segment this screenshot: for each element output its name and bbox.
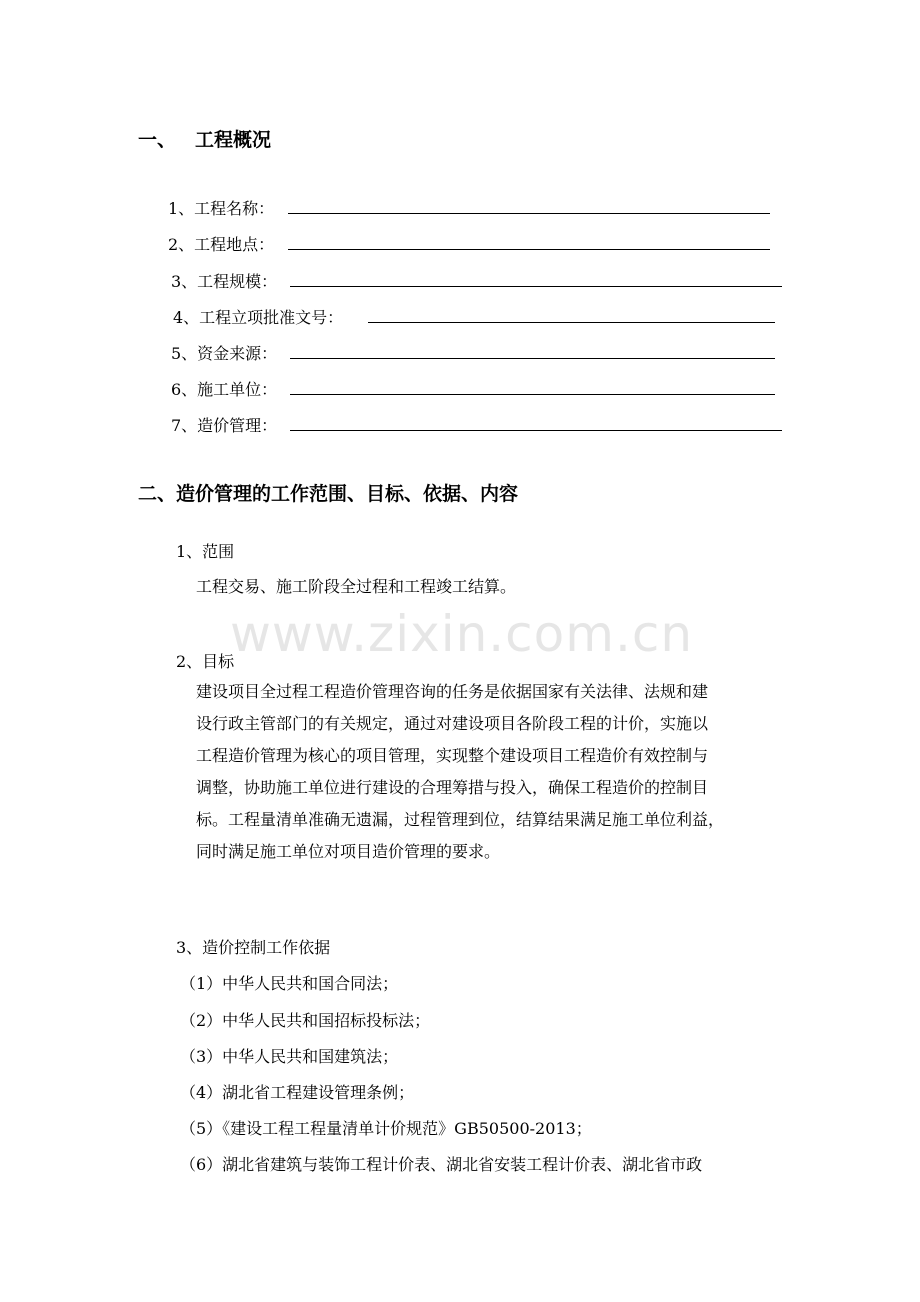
goal-line: 工程造价管理为核心的项目管理，实现整个建设项目工程造价有效控制与: [196, 746, 709, 765]
field-label-approval-number: 4、工程立项批准文号：: [173, 308, 344, 327]
field-line-funding-source[interactable]: [290, 358, 775, 359]
field-label-cost-management: 7、造价管理：: [171, 416, 278, 435]
basis-item: （1）中华人民共和国合同法；: [180, 974, 399, 993]
section1-title: 工程概况: [195, 129, 272, 151]
scope-text: 工程交易、施工阶段全过程和工程竣工结算。: [196, 577, 517, 596]
basis-item: （2）中华人民共和国招标投标法；: [180, 1011, 431, 1030]
field-line-project-scale[interactable]: [290, 286, 782, 287]
basis-item: （3）中华人民共和国建筑法；: [180, 1047, 399, 1066]
goal-heading: 2、目标: [176, 652, 235, 671]
field-label-project-scale: 3、工程规模：: [171, 272, 278, 291]
basis-item: （5）《建设工程工程量清单计价规范》GB50500-2013；: [180, 1119, 592, 1138]
goal-line: 调整，协助施工单位进行建设的合理筹措与投入，确保工程造价的控制目: [196, 778, 709, 797]
field-line-project-name[interactable]: [288, 213, 770, 214]
field-label-construction-unit: 6、施工单位：: [171, 380, 278, 399]
goal-line: 同时满足施工单位对项目造价管理的要求。: [196, 842, 501, 861]
field-line-project-location[interactable]: [288, 249, 770, 250]
field-label-project-location: 2、工程地点：: [168, 235, 275, 254]
section1-number: 一、: [138, 129, 177, 151]
goal-line: 设行政主管部门的有关规定，通过对建设项目各阶段工程的计价，实施以: [196, 714, 709, 733]
basis-heading: 3、造价控制工作依据: [176, 938, 331, 957]
watermark: www.zixin.com.cn: [230, 605, 694, 663]
basis-item: （6）湖北省建筑与装饰工程计价表、湖北省安装工程计价表、湖北省市政: [180, 1155, 703, 1174]
goal-line: 标。工程量清单准确无遗漏，过程管理到位，结算结果满足施工单位利益，: [196, 810, 725, 829]
goal-paragraph: [196, 676, 724, 868]
basis-item: （4）湖北省工程建设管理条例；: [180, 1083, 415, 1102]
section2-title: 二、造价管理的工作范围、目标、依据、内容: [138, 483, 519, 505]
goal-line: 建设项目全过程工程造价管理咨询的任务是依据国家有关法律、法规和建: [196, 682, 709, 701]
field-line-construction-unit[interactable]: [290, 394, 775, 395]
field-line-approval-number[interactable]: [368, 322, 775, 323]
field-label-funding-source: 5、资金来源：: [171, 344, 278, 363]
field-label-project-name: 1、工程名称：: [168, 199, 275, 218]
field-line-cost-management[interactable]: [290, 430, 782, 431]
scope-heading: 1、范围: [176, 542, 235, 561]
